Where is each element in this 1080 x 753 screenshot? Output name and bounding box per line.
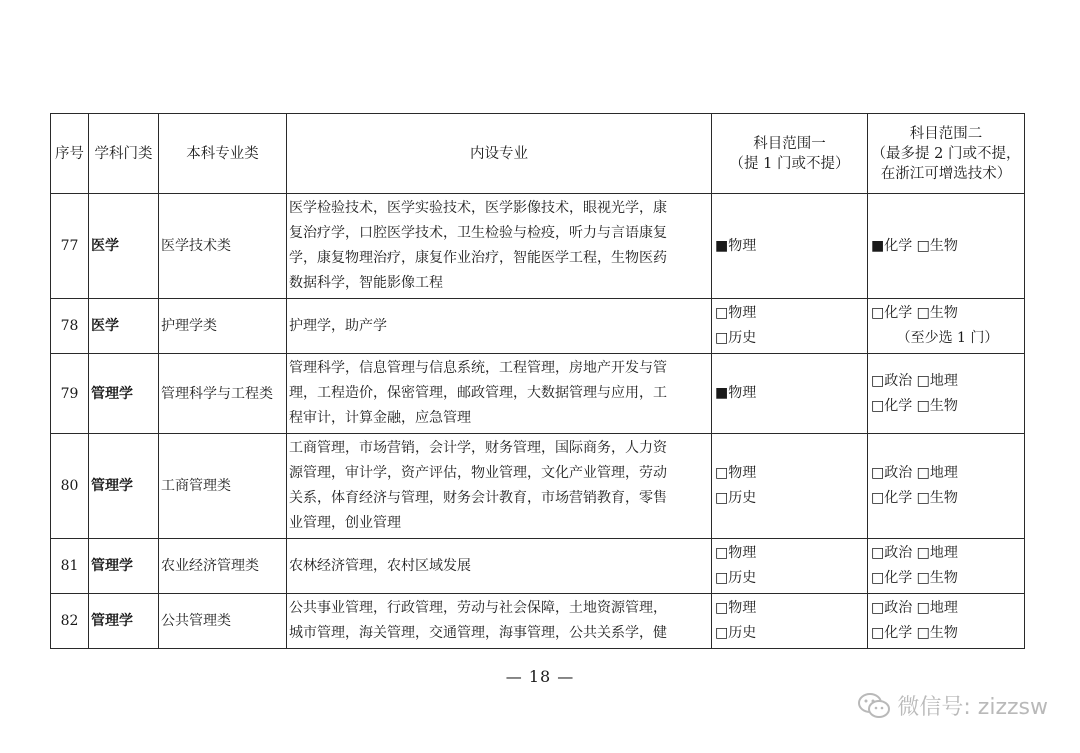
row-majors	[287, 194, 712, 299]
table-row	[51, 539, 1025, 594]
major-line: 数据科学，智能影像工程	[289, 275, 443, 291]
subject-option: ■物理	[715, 385, 757, 401]
header-subject2-line1: 科目范围二	[909, 125, 983, 142]
row-subject-range-1	[712, 299, 868, 354]
subject-option: □政治 □地理	[871, 372, 958, 389]
subject-option: □化学 □生物	[871, 305, 958, 321]
table-row	[51, 299, 1025, 354]
row-idx: 77	[51, 194, 89, 299]
header-category: 学科门类	[89, 114, 159, 194]
subject-option: □物理	[715, 465, 757, 481]
subject-option: □历史	[715, 625, 757, 641]
table-header-row	[51, 114, 1025, 194]
row-subject-range-1	[712, 194, 868, 299]
row-subject-range-2	[868, 299, 1025, 354]
header-idx: 序号	[51, 114, 89, 194]
row-subject-range-2	[868, 434, 1025, 539]
row-subject-range-1	[712, 539, 868, 594]
row-majors	[287, 594, 712, 649]
row-subject-range-2	[868, 594, 1025, 649]
major-line: 护理学，助产学	[289, 317, 387, 334]
row-subject-range-2	[868, 354, 1025, 434]
row-category: 管理学	[89, 594, 159, 649]
row-subject-range-1	[712, 354, 868, 434]
subject-option: □化学 □生物	[871, 570, 958, 586]
major-line: 业管理，创业管理	[289, 515, 401, 531]
subject-option: □化学 □生物	[871, 490, 958, 506]
header-subject1-line2: （提 1 门或不提）	[729, 155, 850, 172]
table-body	[51, 194, 1025, 649]
row-idx: 82	[51, 594, 89, 649]
row-class: 农业经济管理类	[159, 539, 287, 594]
subject-option: □化学 □生物	[871, 625, 958, 641]
table-row	[51, 354, 1025, 434]
major-line: 源管理，审计学，资产评估，物业管理，文化产业管理，劳动	[289, 465, 667, 481]
subject-option: □历史	[715, 570, 757, 586]
row-subject-range-1	[712, 594, 868, 649]
major-line: 医学检验技术，医学实验技术，医学影像技术，眼视光学，康	[289, 200, 667, 216]
major-line: 管理科学，信息管理与信息系统，工程管理，房地产开发与管	[289, 360, 667, 376]
watermark-text: 微信号: zizzsw	[897, 695, 1048, 720]
subject-note: （至少选 1 门）	[896, 330, 999, 346]
subject-option: □政治 □地理	[871, 545, 958, 561]
row-category: 管理学	[89, 539, 159, 594]
row-category: 医学	[89, 194, 159, 299]
row-class: 护理学类	[159, 299, 287, 354]
major-line: 理，工程造价，保密管理，邮政管理，大数据管理与应用，工	[289, 385, 667, 401]
wechat-icon	[857, 691, 891, 721]
table-row	[51, 194, 1025, 299]
row-category: 管理学	[89, 354, 159, 434]
admission-requirements-table	[50, 113, 1025, 649]
header-class: 本科专业类	[159, 114, 287, 194]
row-subject-range-1	[712, 434, 868, 539]
row-class: 管理科学与工程类	[159, 354, 287, 434]
row-class: 工商管理类	[159, 434, 287, 539]
row-majors	[287, 539, 712, 594]
subject-option: ■化学 □生物	[871, 237, 958, 254]
header-majors: 内设专业	[287, 114, 712, 194]
row-subject-range-2	[868, 539, 1025, 594]
row-class: 医学技术类	[159, 194, 287, 299]
row-idx: 81	[51, 539, 89, 594]
subject-option: □政治 □地理	[871, 600, 958, 616]
major-line: 学，康复物理治疗，康复作业治疗，智能医学工程，生物医药	[289, 250, 667, 266]
subject-option: □物理	[715, 545, 757, 561]
major-line: 公共事业管理，行政管理，劳动与社会保障，土地资源管理，	[289, 600, 667, 616]
row-idx: 80	[51, 434, 89, 539]
row-class: 公共管理类	[159, 594, 287, 649]
header-subject2-line3: 在浙江可增选技术）	[880, 165, 1012, 182]
subject-option: □历史	[715, 330, 757, 346]
major-line: 关系，体育经济与管理，财务会计教育，市场营销教育，零售	[289, 490, 667, 506]
watermark	[857, 690, 1048, 721]
header-subject2-line2: （最多提 2 门或不提，	[871, 145, 1021, 162]
major-line: 农林经济管理，农村区域发展	[289, 557, 471, 574]
row-category: 管理学	[89, 434, 159, 539]
row-majors	[287, 354, 712, 434]
row-idx: 78	[51, 299, 89, 354]
header-subject-range-1	[712, 114, 868, 194]
row-idx: 79	[51, 354, 89, 434]
page-number: — 18 —	[505, 667, 575, 686]
subject-option: □政治 □地理	[871, 465, 958, 481]
major-line: 复治疗学，口腔医学技术，卫生检验与检疫，听力与言语康复	[289, 225, 667, 241]
row-subject-range-2	[868, 194, 1025, 299]
subject-option: ■物理	[715, 237, 757, 254]
major-line: 城市管理，海关管理，交通管理，海事管理，公共关系学，健	[289, 625, 667, 641]
major-line: 工商管理，市场营销，会计学，财务管理，国际商务，人力资	[289, 440, 667, 456]
header-subject1-line1: 科目范围一	[753, 135, 826, 152]
subject-option: □历史	[715, 490, 757, 506]
row-category: 医学	[89, 299, 159, 354]
table-row	[51, 594, 1025, 649]
table-row	[51, 434, 1025, 539]
subject-option: □物理	[715, 600, 757, 616]
row-majors	[287, 434, 712, 539]
subject-option: □化学 □生物	[871, 397, 958, 414]
row-majors	[287, 299, 712, 354]
subject-option: □物理	[715, 305, 757, 321]
header-subject-range-2	[868, 114, 1025, 194]
major-line: 程审计，计算金融，应急管理	[289, 410, 471, 426]
